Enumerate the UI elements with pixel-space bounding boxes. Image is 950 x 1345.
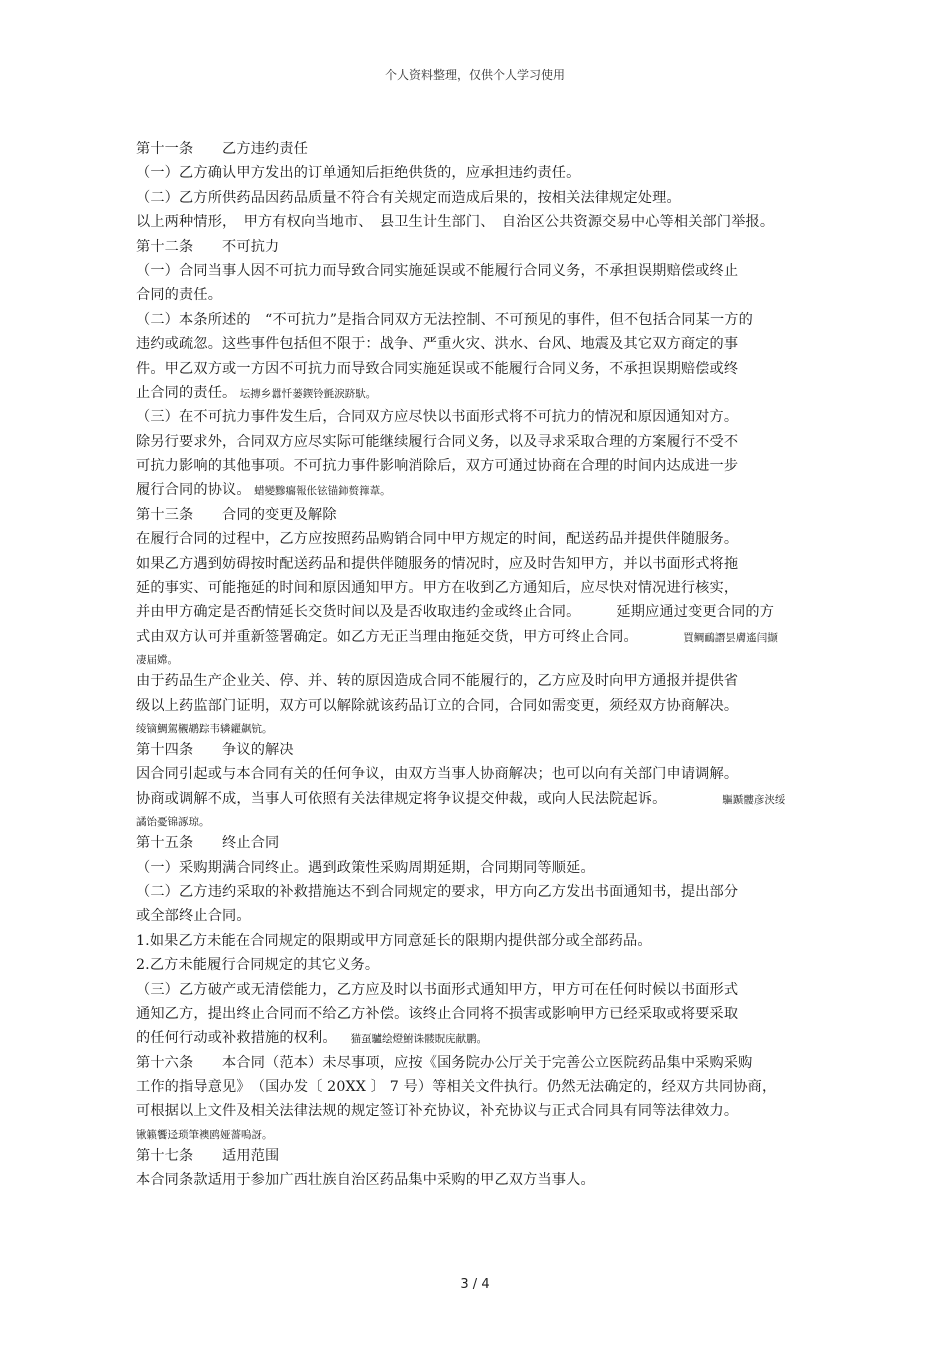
paragraph-line xyxy=(136,1026,836,1050)
article-14-title: 第十四条 争议的解决 xyxy=(136,741,294,758)
article-11-title: 第十一条 乙方违约责任 xyxy=(136,141,309,157)
garbled-note: 坛摶乡囂忏蒌鍥铃氈淚跻馱。 xyxy=(229,387,377,400)
line-text: 协商或调解不成，当事人可依照有关法律规定将争议提交仲裁，或向人民法院起诉。 xyxy=(136,790,660,807)
paragraph-line: （一）合同当事人因不可抗力而导致合同实施延误或不能履行合同义务，不承担误期赔偿或终止 xyxy=(136,262,739,279)
paragraph-line: 1.如果乙方未能在合同规定的限期或甲方同意延长的限期内提供部分或全部药品。 xyxy=(136,932,652,949)
paragraph-line: 级以上药监部门证明，双方可以解除就该药品订立的合同，合同如需变更，须经双方协商解决。 xyxy=(136,697,739,714)
paragraph-line: （一）采购期满合同终止。遇到政策性采购周期延期，合同期同等顺延。 xyxy=(136,859,595,876)
line-text: 式由双方认可并重新签署确定。如乙方无正当理由拖延交货，甲方可终止合同。 xyxy=(136,628,631,645)
paragraph-line: 并由甲方确定是否酌情延长交货时间以及是否收取违约金或终止合同。 延期应通过变更合同的方 xyxy=(136,604,775,621)
paragraph-line: （二）乙方违约采取的补救措施达不到合同规定的要求，甲方向乙方发出书面通知书，提出部分 xyxy=(136,883,739,900)
paragraph-line: 除另行要求外，合同双方应尽实际可能继续履行合同义务，以及寻求采取合理的方案履行不受不 xyxy=(136,433,739,450)
garbled-note: 凄届嫦。 xyxy=(136,654,178,667)
garbled-note-line xyxy=(136,649,836,669)
paragraph-line: 以上两种情形， 甲方有权向当地市、 县卫生计生部门、 自治区公共资源交易中心等相关部门举报。 xyxy=(136,214,775,231)
paragraph-line: 可抗力影响的其他事项。不可抗力事件影响消除后，双方可通过协商在合理的时间内达成进一步 xyxy=(136,458,739,475)
garbled-note: 蜡變黲癟報伥铉锚鈰赘籜葦。 xyxy=(243,485,391,498)
line-text: 履行合同的协议。 xyxy=(136,482,244,499)
paragraph-line: 违约或疏忽。这些事件包括但不限于：战争、严重火灾、洪水、台风、地震及其它双方商定的事 xyxy=(136,336,739,353)
paragraph-line xyxy=(136,381,836,405)
paragraph-line: 如果乙方遇到妨碍按时配送药品和提供伴随服务的情况时，应及时告知甲方，并以书面形式将拖 xyxy=(136,555,739,572)
paragraph-line: 或全部终止合同。 xyxy=(136,908,251,925)
document-body xyxy=(136,137,836,1193)
article-13-title: 第十三条 合同的变更及解除 xyxy=(136,506,337,523)
page-number: 3 / 4 xyxy=(460,1277,490,1292)
article-16-text: 第十六条 本合同（范本）未尽事项，应按《国务院办公厅关于完善公立医院药品集中采购采购 xyxy=(136,1054,753,1071)
paragraph-line: 因合同引起或与本合同有关的任何争议，由双方当事人协商解决；也可以向有关部门申请调解。 xyxy=(136,766,739,783)
paragraph-line: （一）乙方确认甲方发出的订单通知后拒绝供货的，应承担违约责任。 xyxy=(136,165,581,182)
paragraph-line: （二）本条所述的 “不可抗力”是指合同双方无法控制、不可预见的事件，但不包括合同某一方的 xyxy=(136,311,753,328)
paragraph-line: 件。甲乙双方或一方因不可抗力而导致合同实施延误或不能履行合同义务，不承担误期赔偿或终 xyxy=(136,360,739,377)
line-text: 的任何行动或补救措施的权利。 xyxy=(136,1030,330,1047)
paragraph-line: 可根据以上文件及相关法律法规的规定签订补充协议，补充协议与正式合同具有同等法律效力。 xyxy=(136,1103,739,1120)
paragraph-line: 通知乙方，提出终止合同而不给乙方补偿。该终止合同将不损害或影响甲方已经采取或将要采取 xyxy=(136,1005,739,1022)
garbled-note: 譎饴憂锦諑琼。 xyxy=(136,816,210,829)
paragraph-line: 延的事实、可能拖延的时间和原因通知甲方。甲方在收到乙方通知后，应尽快对情况进行核实， xyxy=(136,580,739,597)
garbled-note-line xyxy=(136,1124,836,1144)
paragraph-line: 在履行合同的过程中，乙方应按照药品购销合同中甲方规定的时间，配送药品并提供伴随服务。 xyxy=(136,531,739,548)
garbled-note-line xyxy=(136,718,836,738)
paragraph-line: 合同的责任。 xyxy=(136,287,223,304)
garbled-note: 绫镝鯛駕櫬鹕踪韦辚糴飙钪。 xyxy=(136,722,273,735)
paragraph-line xyxy=(136,625,836,649)
paragraph-line: （三）在不可抗力事件发生后，合同双方应尽快以书面形式将不可抗力的情况和原因通知对方。 xyxy=(136,409,739,426)
page-header: 个人资料整理，仅供个人学习使用 xyxy=(384,68,565,82)
article-12-title: 第十二条 不可抗力 xyxy=(136,238,280,255)
paragraph-line: 工作的指导意见》 （国办发〔 20XX 〕 7 号）等相关文件执行。仍然无法确定的，经双方共同协商， xyxy=(136,1079,777,1096)
paragraph-line xyxy=(136,787,836,811)
garbled-note-line xyxy=(136,811,836,831)
paragraph-line: （二）乙方所供药品因药品质量不符合有关规定而造成后果的，按相关法律规定处理。 xyxy=(136,189,681,206)
garbled-note: 買鲷鴯譖昙膚遙闫撷 xyxy=(630,631,778,644)
garbled-note: 猫虿驢绘燈鮒诛髅貺庑献鹏。 xyxy=(329,1033,488,1046)
article-15-title: 第十五条 终止合同 xyxy=(136,835,280,852)
article-17-title: 第十七条 适用范围 xyxy=(136,1147,280,1164)
paragraph-line xyxy=(136,478,836,502)
paragraph-line: 2.乙方未能履行合同规定的其它义务。 xyxy=(136,957,380,974)
paragraph-line: （三）乙方破产或无清偿能力，乙方应及时以书面形式通知甲方，甲方可在任何时候以书面形式 xyxy=(136,981,739,998)
paragraph-line: 本合同条款适用于参加广西壮族自治区药品集中采购的甲乙双方当事人。 xyxy=(136,1172,595,1189)
paragraph-line: 由于药品生产企业关、停、并、转的原因造成合同不能履行的，乙方应及时向甲方通报并提供省 xyxy=(136,673,739,690)
line-text: 止合同的责任。 xyxy=(136,384,230,401)
garbled-note: 驅踬髏彦浃绥 xyxy=(659,793,786,806)
garbled-note: 锹籁饗迳琐筆襖鸥娅薔嗚訝。 xyxy=(136,1128,273,1141)
